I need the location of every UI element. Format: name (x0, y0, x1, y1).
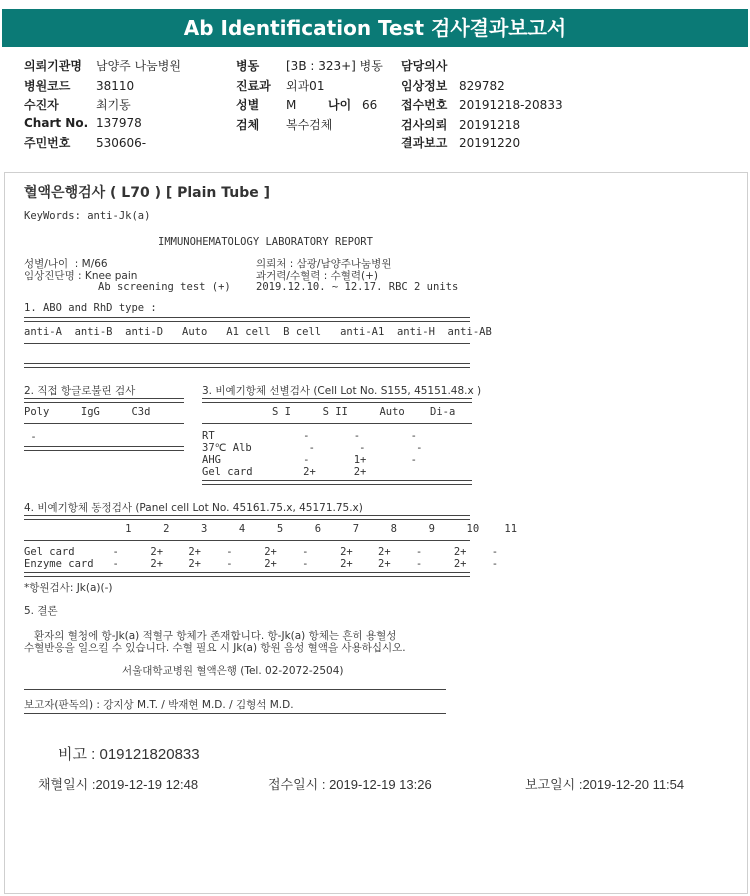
report-title: Ab Identification Test 검사결과보고서 (2, 9, 748, 47)
divider (24, 572, 470, 577)
conclusion-line-1: 환자의 혈청에 항-Jk(a) 적혈구 항체가 존재합니다. 항-Jk(a) 항체는 흔히 용혈성 (24, 630, 397, 642)
test-request-row: 검사의뢰 20191218 (401, 118, 521, 132)
abo-headers: anti-A anti-B anti-D Auto A1 cell B cell anti-A1 anti-H anti-AB (24, 326, 492, 338)
specimen-row: 검체 복수검체 (236, 118, 333, 132)
transfusion-dates: 2019.12.10. ~ 12.17. RBC 2 units (256, 281, 459, 293)
divider (24, 689, 446, 690)
reporter: 보고자(판독의) : 강지상 M.T. / 박재현 M.D. / 김형석 M.D. (24, 699, 294, 711)
divider (24, 317, 470, 322)
divider (24, 713, 446, 714)
screening-row-alb: 37℃ Alb - - - (202, 442, 423, 454)
screening-row-gel: Gel card 2+ 2+ (202, 466, 367, 478)
divider (24, 446, 184, 451)
abo-title: 1. ABO and RhD type : (24, 302, 157, 314)
panel-row-enzyme: Enzyme card - 2+ 2+ - 2+ - 2+ 2+ - 2+ - (24, 558, 499, 570)
panel-headers: 1 2 3 4 5 6 7 8 9 10 11 (24, 523, 518, 535)
clinical-info-row: 임상정보 829782 (401, 79, 505, 93)
screening-result: Ab screening test (+) (98, 281, 231, 293)
transfusion-history: 과거력/수혈력 : 수혈력(+) (256, 270, 379, 282)
divider (202, 398, 472, 403)
panel-row-gel: Gel card - 2+ 2+ - 2+ - 2+ 2+ - 2+ - (24, 546, 499, 558)
dat-title: 2. 직접 항글로불린 검사 (24, 385, 136, 397)
panel-title: 4. 비예기항체 동정검사 (Panel cell Lot No. 45161.75.x, 45171.75.x) (24, 502, 363, 514)
hospital-code-row: 병원코드 38110 (24, 79, 135, 93)
collected-time: 채혈일시 :2019-12-19 12:48 (38, 777, 199, 792)
section-title: 혈액은행검사 ( L70 ) [ Plain Tube ] (24, 185, 271, 201)
ward-row: 병동 [3B : 323+] 병동 (236, 59, 383, 73)
divider (24, 363, 470, 368)
receipt-no-row: 접수번호 20191218-20833 (401, 98, 563, 112)
screening-title: 3. 비예기항체 선별검사 (Cell Lot No. S155, 45151.48.x ) (202, 385, 482, 397)
divider (24, 515, 470, 520)
department-row: 진료과 외과01 (236, 79, 325, 93)
dat-values: - (24, 431, 37, 443)
sex-age: 성별/나이 : M/66 (24, 258, 108, 270)
reported-time: 보고일시 :2019-12-20 11:54 (525, 777, 685, 792)
resident-no-row: 주민번호 530606- (24, 136, 147, 150)
divider (24, 423, 184, 424)
divider (24, 540, 470, 541)
divider (202, 480, 472, 485)
doctor-row: 담당의사 (401, 59, 448, 73)
conclusion-title: 5. 결론 (24, 605, 58, 617)
referrer: 의뢰처 : 삼광/남양주나눔병원 (256, 258, 392, 270)
screening-headers: S I S II Auto Di-a (272, 406, 456, 418)
result-report-row: 결과보고 20191220 (401, 136, 521, 150)
divider (24, 343, 470, 344)
divider (202, 423, 472, 424)
lab-title: IMMUNOHEMATOLOGY LABORATORY REPORT (158, 236, 373, 248)
blood-bank-contact: 서울대학교병원 혈액은행 (Tel. 02-2072-2504) (122, 665, 344, 677)
received-time: 접수일시 : 2019-12-19 13:26 (268, 777, 432, 792)
conclusion-line-2: 수혈반응을 일으킬 수 있습니다. 수혈 필요 시 Jk(a) 항원 음성 혈액을 사용하십시오. (24, 642, 406, 654)
sex-row: 성별 M 나이 66 (236, 98, 378, 112)
age-value: 66 (362, 98, 378, 112)
chart-no-row: Chart No. 137978 (24, 116, 142, 130)
dat-headers: Poly IgG C3d (24, 406, 151, 418)
divider (24, 398, 184, 403)
age-label: 나이 (328, 98, 352, 112)
keywords: KeyWords: anti-Jk(a) (24, 210, 151, 222)
patient-name-row: 수진자 최기동 (24, 98, 131, 112)
hospital-name-row: 의뢰기관명 남양주 나눔병원 (24, 59, 181, 73)
diagnosis: 임상진단명 : Knee pain (24, 270, 138, 282)
antigen-test: *항원검사: Jk(a)(-) (24, 582, 113, 594)
screening-row-rt: RT - - - (202, 430, 417, 442)
note: 비고 : 019121820833 (58, 746, 200, 763)
screening-row-ahg: AHG - 1+ - (202, 454, 417, 466)
